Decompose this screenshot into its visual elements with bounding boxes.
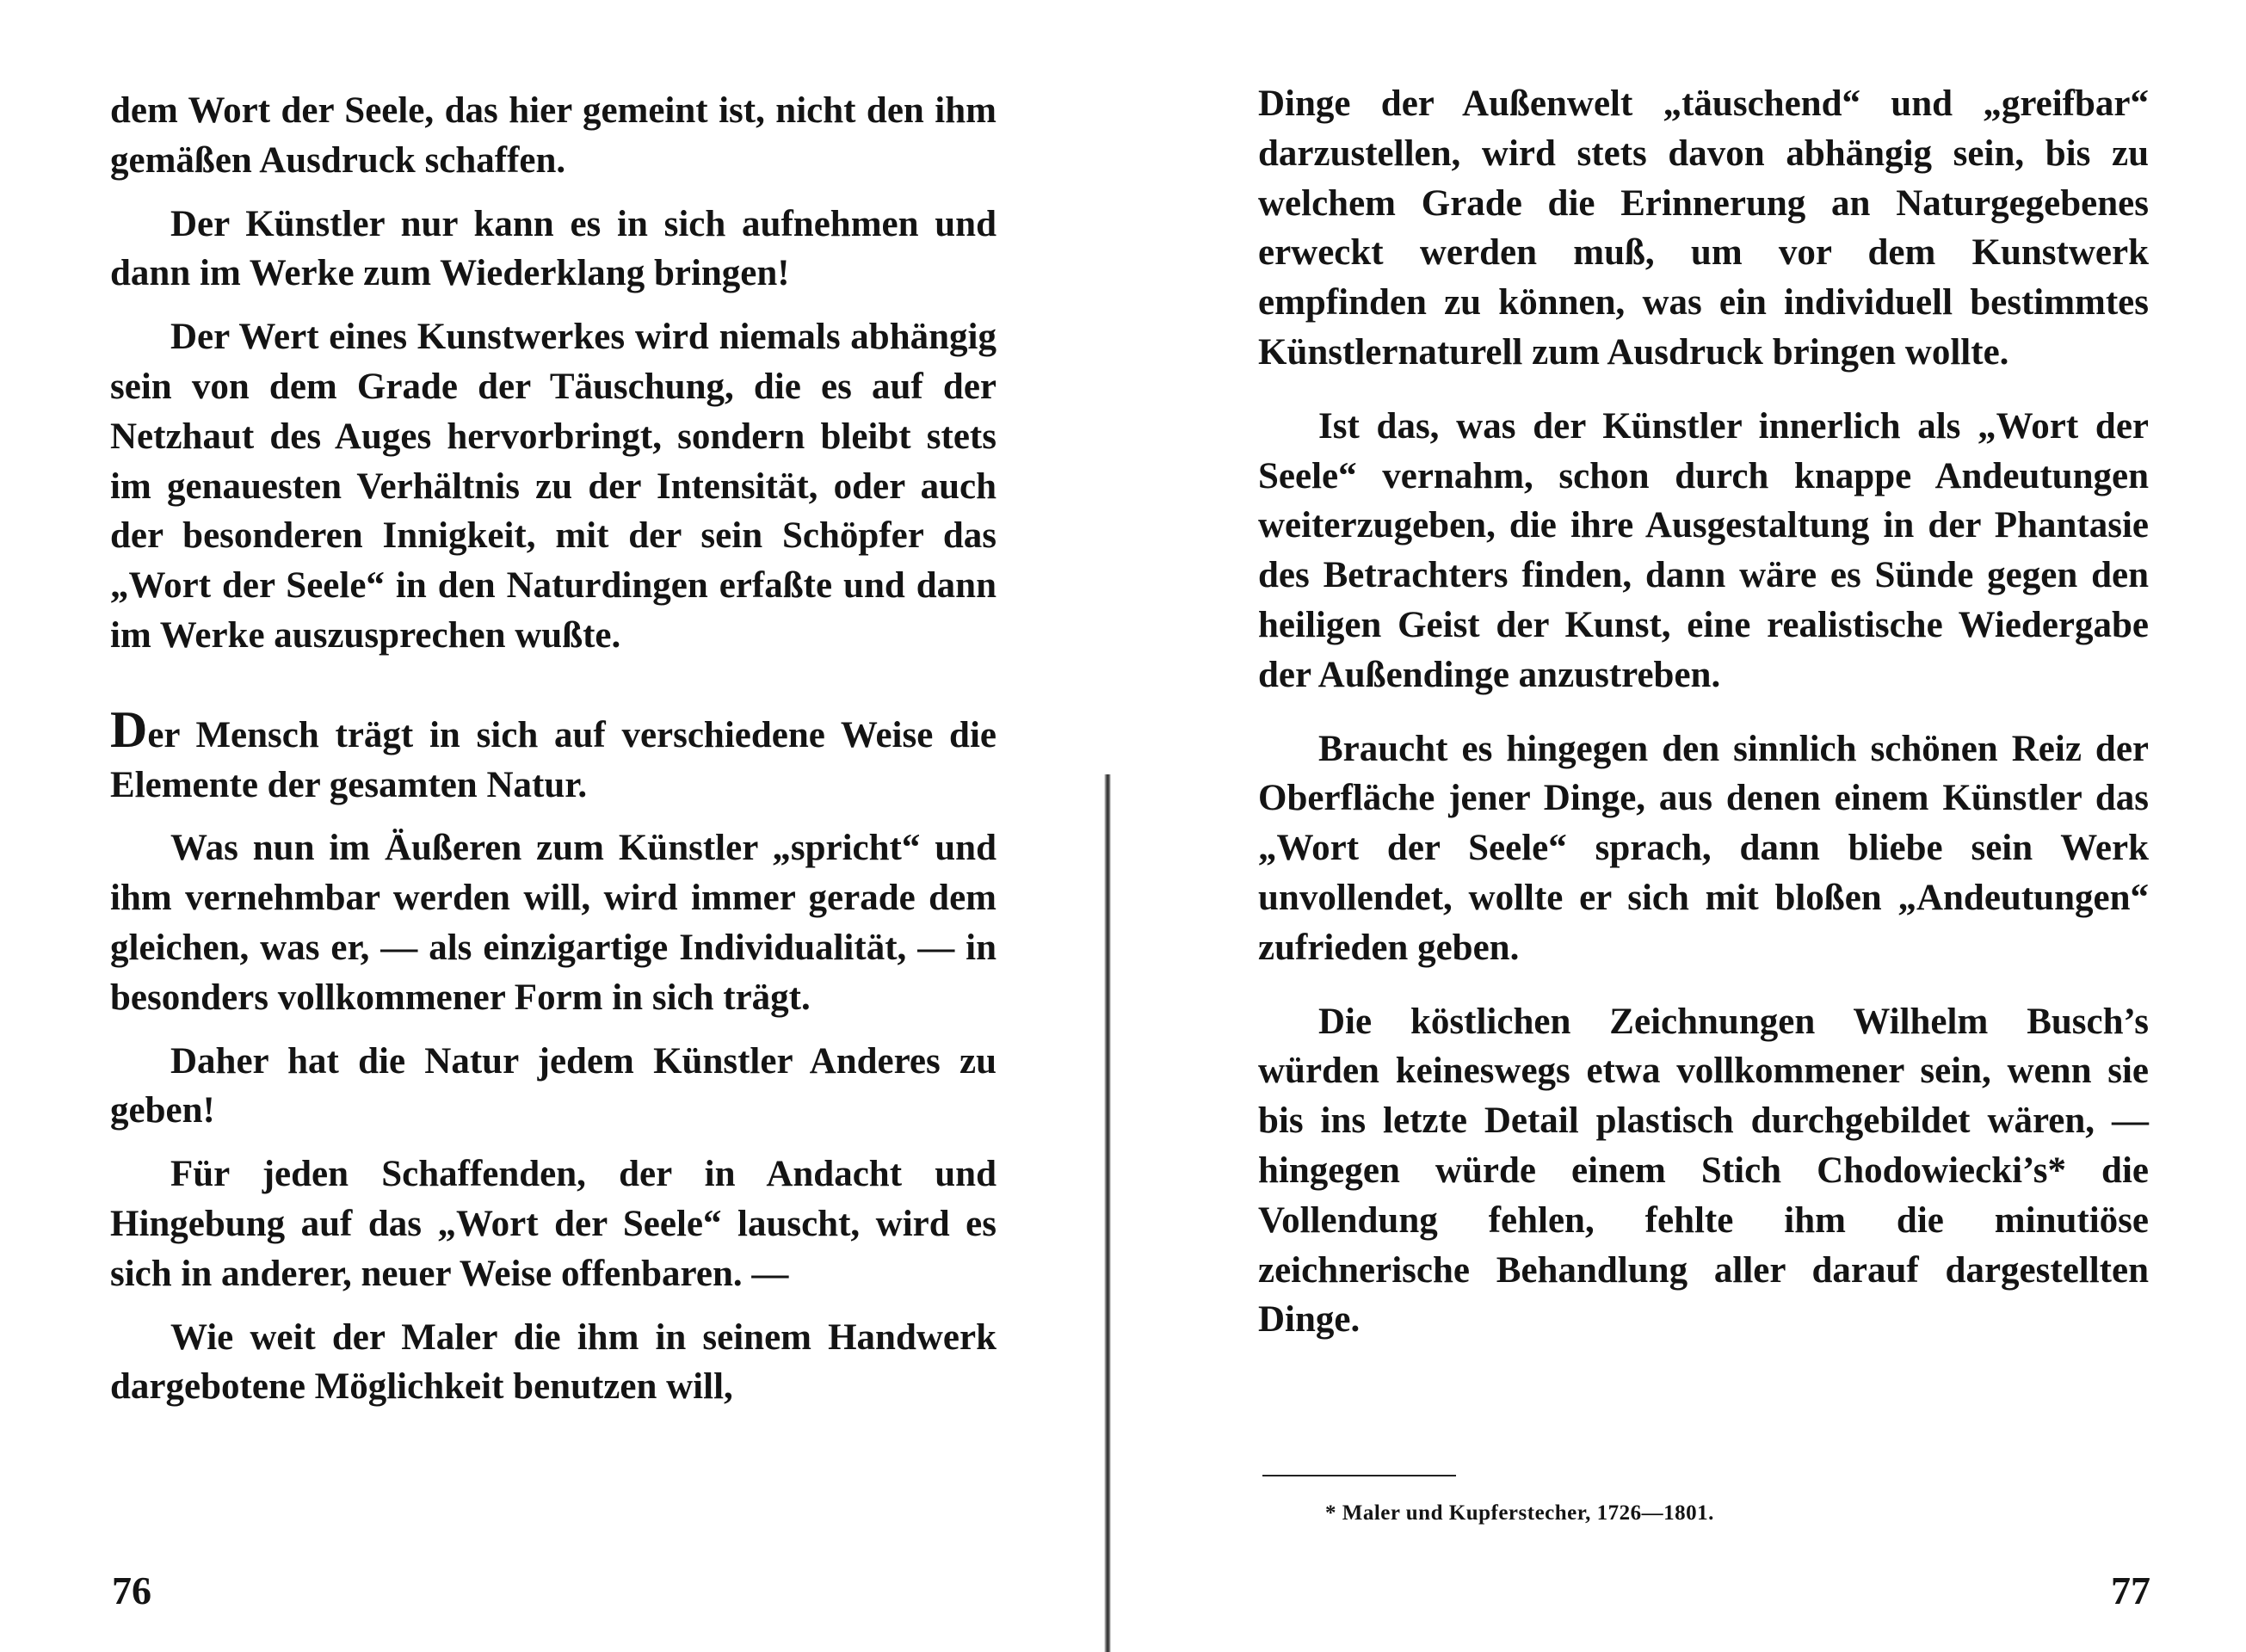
page-number-left: 76 xyxy=(112,1569,151,1612)
paragraph-text: er Mensch trägt in sich auf verschiedene Weise die Elemente der gesamten Natur. xyxy=(110,714,997,805)
paragraph: Für jeden Schaffenden, der in Andacht und Hingebung auf das „Wort der Seele“ lauscht, wird es sich in anderer, neuer Weise offenbaren. — xyxy=(110,1154,997,1294)
footnote-rule xyxy=(1262,1475,1456,1476)
paragraph: Was nun im Äußeren zum Künstler „spricht“ und ihm vernehmbar werden will, wird immer gerade dem gleichen, was er, — als einzigartige Individualität, — in besonders vollkommener Form in sich trägt. xyxy=(110,828,997,1018)
section-opening-paragraph xyxy=(110,700,997,811)
footnote: * Maler und Kupferstecher, 1726—1801. xyxy=(1325,1501,1714,1525)
book-gutter xyxy=(1104,774,1111,1652)
right-page-text xyxy=(1258,79,2149,1345)
paragraph: Der Künstler nur kann es in sich aufnehmen und dann im Werke zum Wiederklang bringen! xyxy=(110,203,997,294)
paragraph: Die köstlichen Zeichnungen Wilhelm Busch’s würden keineswegs etwa vollkommener sein, wenn sie bis ins letzte Detail plastisch durchgebildet wären, — hingegen würde einem Stich Chodowiecki’s* die Vollendung fehlen, fehlte ihm die minutiöse zeichnerische Behandlung aller darauf dargestellten Dinge. xyxy=(1258,1001,2149,1341)
paragraph: dem Wort der Seele, das hier gemeint ist, nicht den ihm gemäßen Ausdruck schaffen. xyxy=(110,90,997,181)
paragraph: Wie weit der Maler die ihm in seinem Handwerk dargebotene Möglichkeit benutzen will, xyxy=(110,1316,997,1408)
paragraph: Daher hat die Natur jedem Künstler Anderes zu geben! xyxy=(110,1040,997,1131)
left-page xyxy=(0,0,1097,1652)
initial-letter: D xyxy=(110,700,148,758)
paragraph: Braucht es hingegen den sinnlich schönen Reiz der Oberfläche jener Dinge, aus denen einem Künstler das „Wort der Seele“ sprach, dann bliebe sein Werk unvollendet, wollte er sich mit bloßen „Andeutungen“ zufrieden geben. xyxy=(1258,728,2149,968)
paragraph: Ist das, was der Künstler innerlich als „Wort der Seele“ vernahm, schon durch knappe Andeutungen weiterzugeben, die ihre Ausgestaltung in der Phantasie des Betrachters finden, dann wäre es Sünde gegen den heiligen Geist der Kunst, eine realistische Wiedergabe der Außendinge anzustreben. xyxy=(1258,405,2149,695)
right-page xyxy=(1119,0,2246,1652)
paragraph: Der Wert eines Kunstwerkes wird niemals abhängig sein von dem Grade der Täuschung, die es auf der Netzhaut des Auges hervorbringt, sondern bleibt stets im genauesten Verhältnis zu der Intensität, oder auch der besonderen Innigkeit, mit der sein Schöpfer das „Wort der Seele“ in den Naturdingen erfaßte und dann im Werke auszusprechen wußte. xyxy=(110,317,997,656)
paragraph: Dinge der Außenwelt „täuschend“ und „greifbar“ darzustellen, wird stets davon abhängig sein, bis zu welchem Grade die Erinnerung an Naturgegebenes erweckt werden muß, um vor dem Kunstwerk empfinden zu können, was ein individuell bestimmtes Künstlernaturell zum Ausdruck bringen wollte. xyxy=(1258,83,2149,373)
left-page-text xyxy=(110,86,997,1412)
page-number-right: 77 xyxy=(2111,1569,2150,1612)
